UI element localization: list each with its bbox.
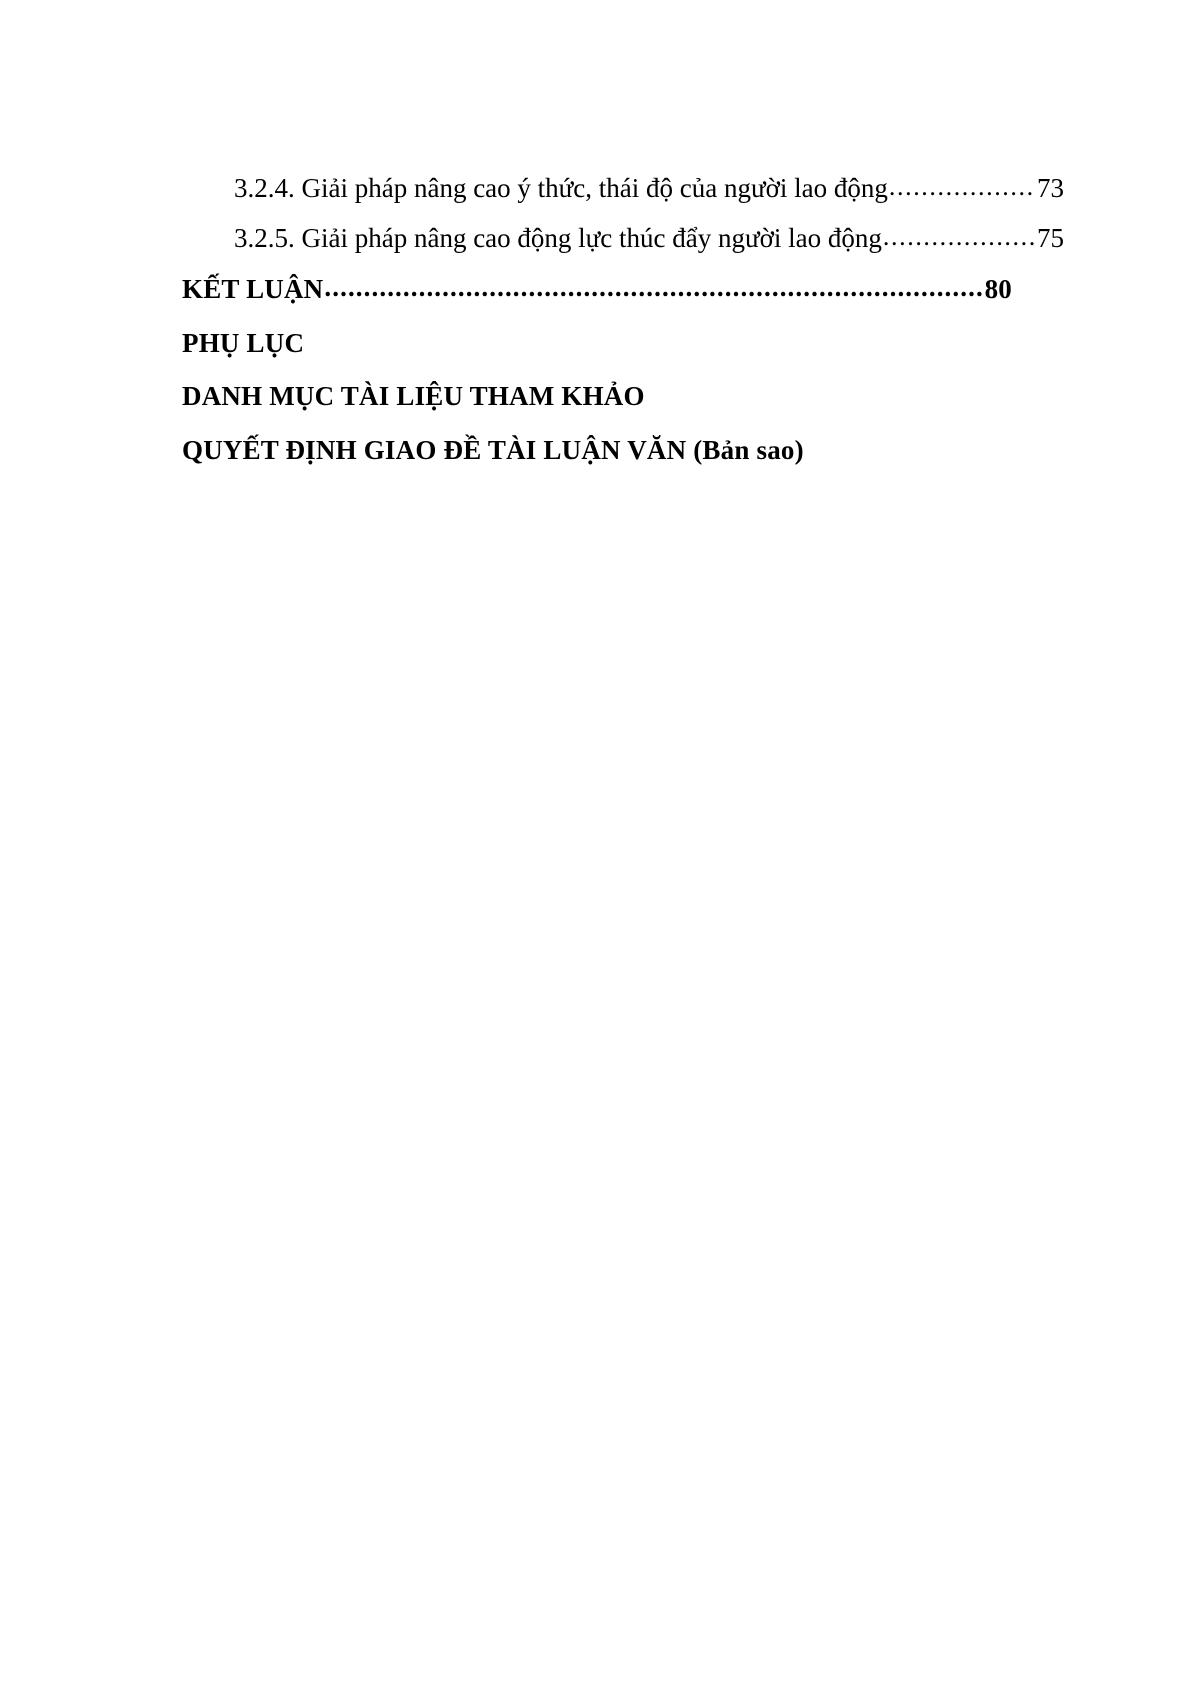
toc-entry-label: 3.2.5. Giải pháp nâng cao động lực thúc đẩy người lao động	[234, 223, 882, 254]
toc-entry-label: QUYẾT ĐỊNH GIAO ĐỀ TÀI LUẬN VĂN (Bản sao)	[182, 435, 804, 466]
toc-entry-label: 3.2.4. Giải pháp nâng cao ý thức, thái độ của người lao động	[234, 173, 888, 203]
toc-leader-dots	[883, 219, 1036, 254]
toc-page-number: 75	[1037, 223, 1064, 254]
toc-entry[interactable]	[182, 271, 1012, 309]
table-of-contents	[182, 170, 1064, 486]
toc-entry-label: KẾT LUẬN	[182, 273, 324, 304]
toc-leader-dots	[889, 169, 1036, 204]
toc-entry[interactable]	[182, 220, 1064, 256]
toc-page-number: 80	[984, 273, 1012, 304]
toc-entry-label: PHỤ LỤC	[182, 327, 305, 358]
toc-entry-label: DANH MỤC TÀI LIỆU THAM KHẢO	[182, 381, 645, 412]
toc-entry[interactable]	[182, 325, 1012, 363]
toc-page-number: 73	[1037, 173, 1064, 203]
toc-entry[interactable]	[182, 170, 1064, 206]
toc-leader-dots	[324, 269, 983, 307]
toc-entry[interactable]	[182, 378, 1012, 416]
toc-entry[interactable]	[182, 432, 1012, 470]
